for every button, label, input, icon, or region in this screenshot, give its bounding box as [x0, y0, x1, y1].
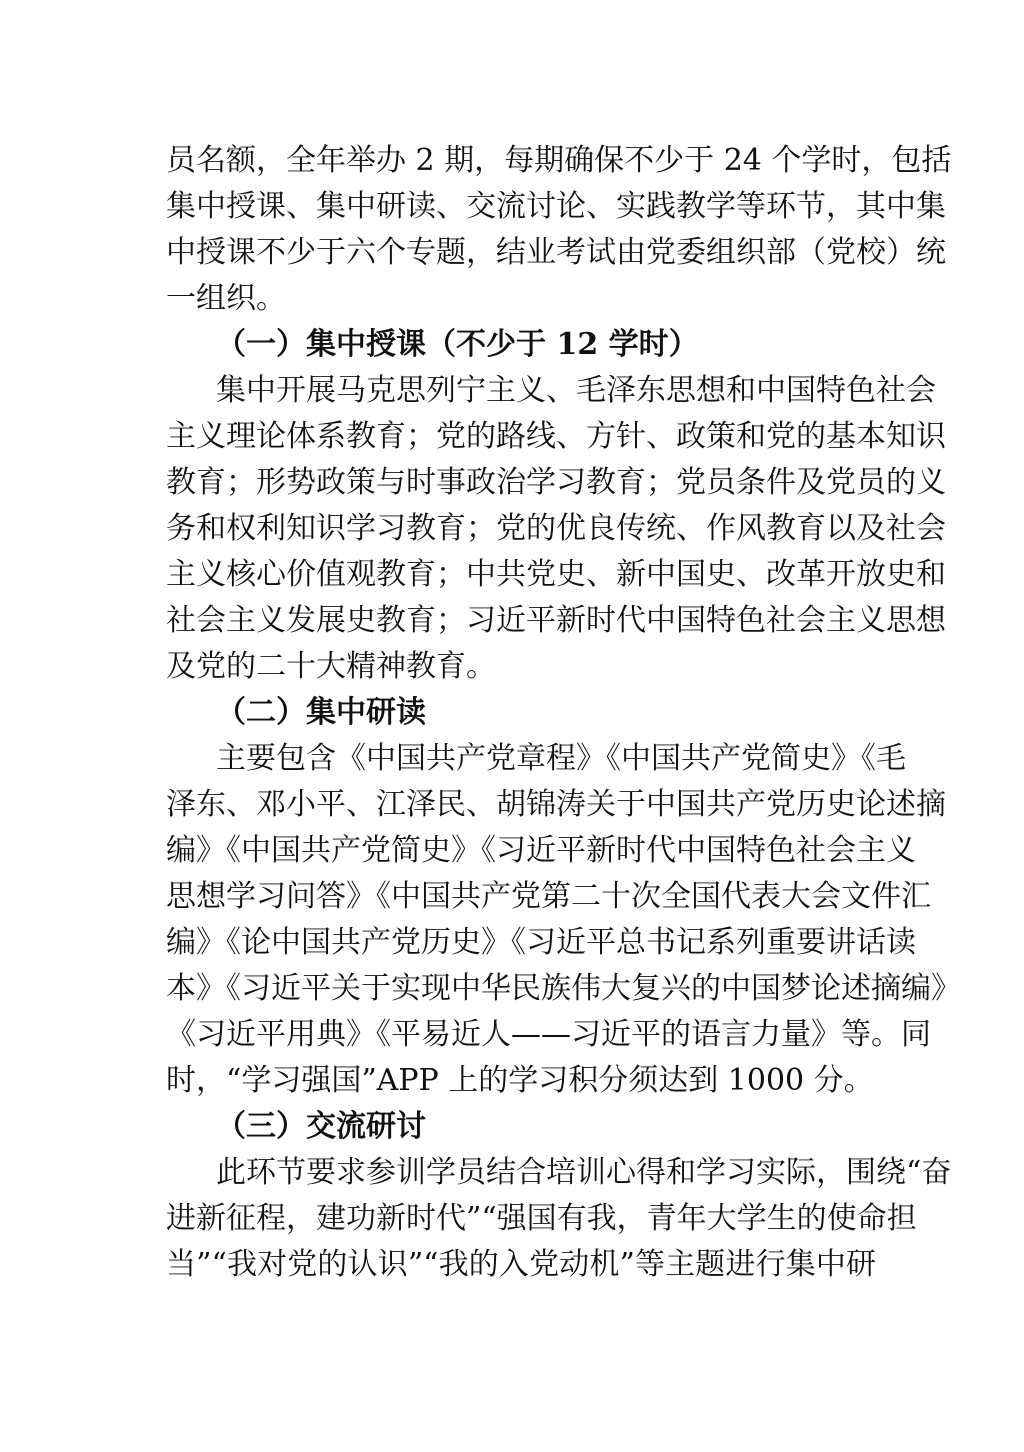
body-line-1: 员名额，全年举办 2 期，每期确保不少于 24 个学时，包括 [166, 143, 952, 178]
body-line-18: 编》《论中国共产党历史》《习近平总书记系列重要讲话读 [166, 925, 916, 960]
body-line-4: 一组织。 [166, 281, 286, 316]
body-line-21: 时，“学习强国”APP 上的学习积分须达到 1000 分。 [166, 1063, 874, 1098]
body-line-15: 泽东、邓小平、江泽民、胡锦涛关于中国共产党历史论述摘 [166, 787, 946, 822]
body-line-6: 集中开展马克思列宁主义、毛泽东思想和中国特色社会 [216, 373, 936, 408]
body-line-2: 集中授课、集中研读、交流讨论、实践教学等环节，其中集 [166, 189, 946, 224]
section-heading-3: （三）交流研讨 [216, 1109, 426, 1144]
body-line-24: 进新征程，建功新时代”“强国有我，青年大学生的使命担 [166, 1201, 917, 1236]
body-line-10: 主义核心价值观教育；中共党史、新中国史、改革开放史和 [166, 557, 946, 592]
body-line-9: 务和权利知识学习教育；党的优良传统、作风教育以及社会 [166, 511, 946, 546]
section-heading-2: （二）集中研读 [216, 695, 426, 730]
body-line-23: 此环节要求参训学员结合培训心得和学习实际，围绕“奋 [216, 1155, 952, 1190]
body-line-16: 编》《中国共产党简史》《习近平新时代中国特色社会主义 [166, 833, 916, 868]
body-line-19: 本》《习近平关于实现中华民族伟大复兴的中国梦论述摘编》 [166, 971, 961, 1006]
body-line-12: 及党的二十大精神教育。 [166, 649, 496, 684]
body-line-20: 《习近平用典》《平易近人——习近平的语言力量》等。同 [166, 1017, 931, 1052]
body-line-3: 中授课不少于六个专题，结业考试由党委组织部（党校）统 [166, 235, 946, 270]
body-line-8: 教育；形势政策与时事政治学习教育；党员条件及党员的义 [166, 465, 946, 500]
section-heading-1: （一）集中授课（不少于 12 学时） [216, 327, 699, 362]
body-line-11: 社会主义发展史教育；习近平新时代中国特色社会主义思想 [166, 603, 946, 638]
body-line-14: 主要包含《中国共产党章程》《中国共产党简史》《毛 [216, 741, 906, 776]
body-line-25: 当”“我对党的认识”“我的入党动机”等主题进行集中研 [166, 1247, 876, 1282]
body-line-7: 主义理论体系教育；党的路线、方针、政策和党的基本知识 [166, 419, 946, 454]
body-line-17: 思想学习问答》《中国共产党第二十次全国代表大会文件汇 [166, 879, 931, 914]
